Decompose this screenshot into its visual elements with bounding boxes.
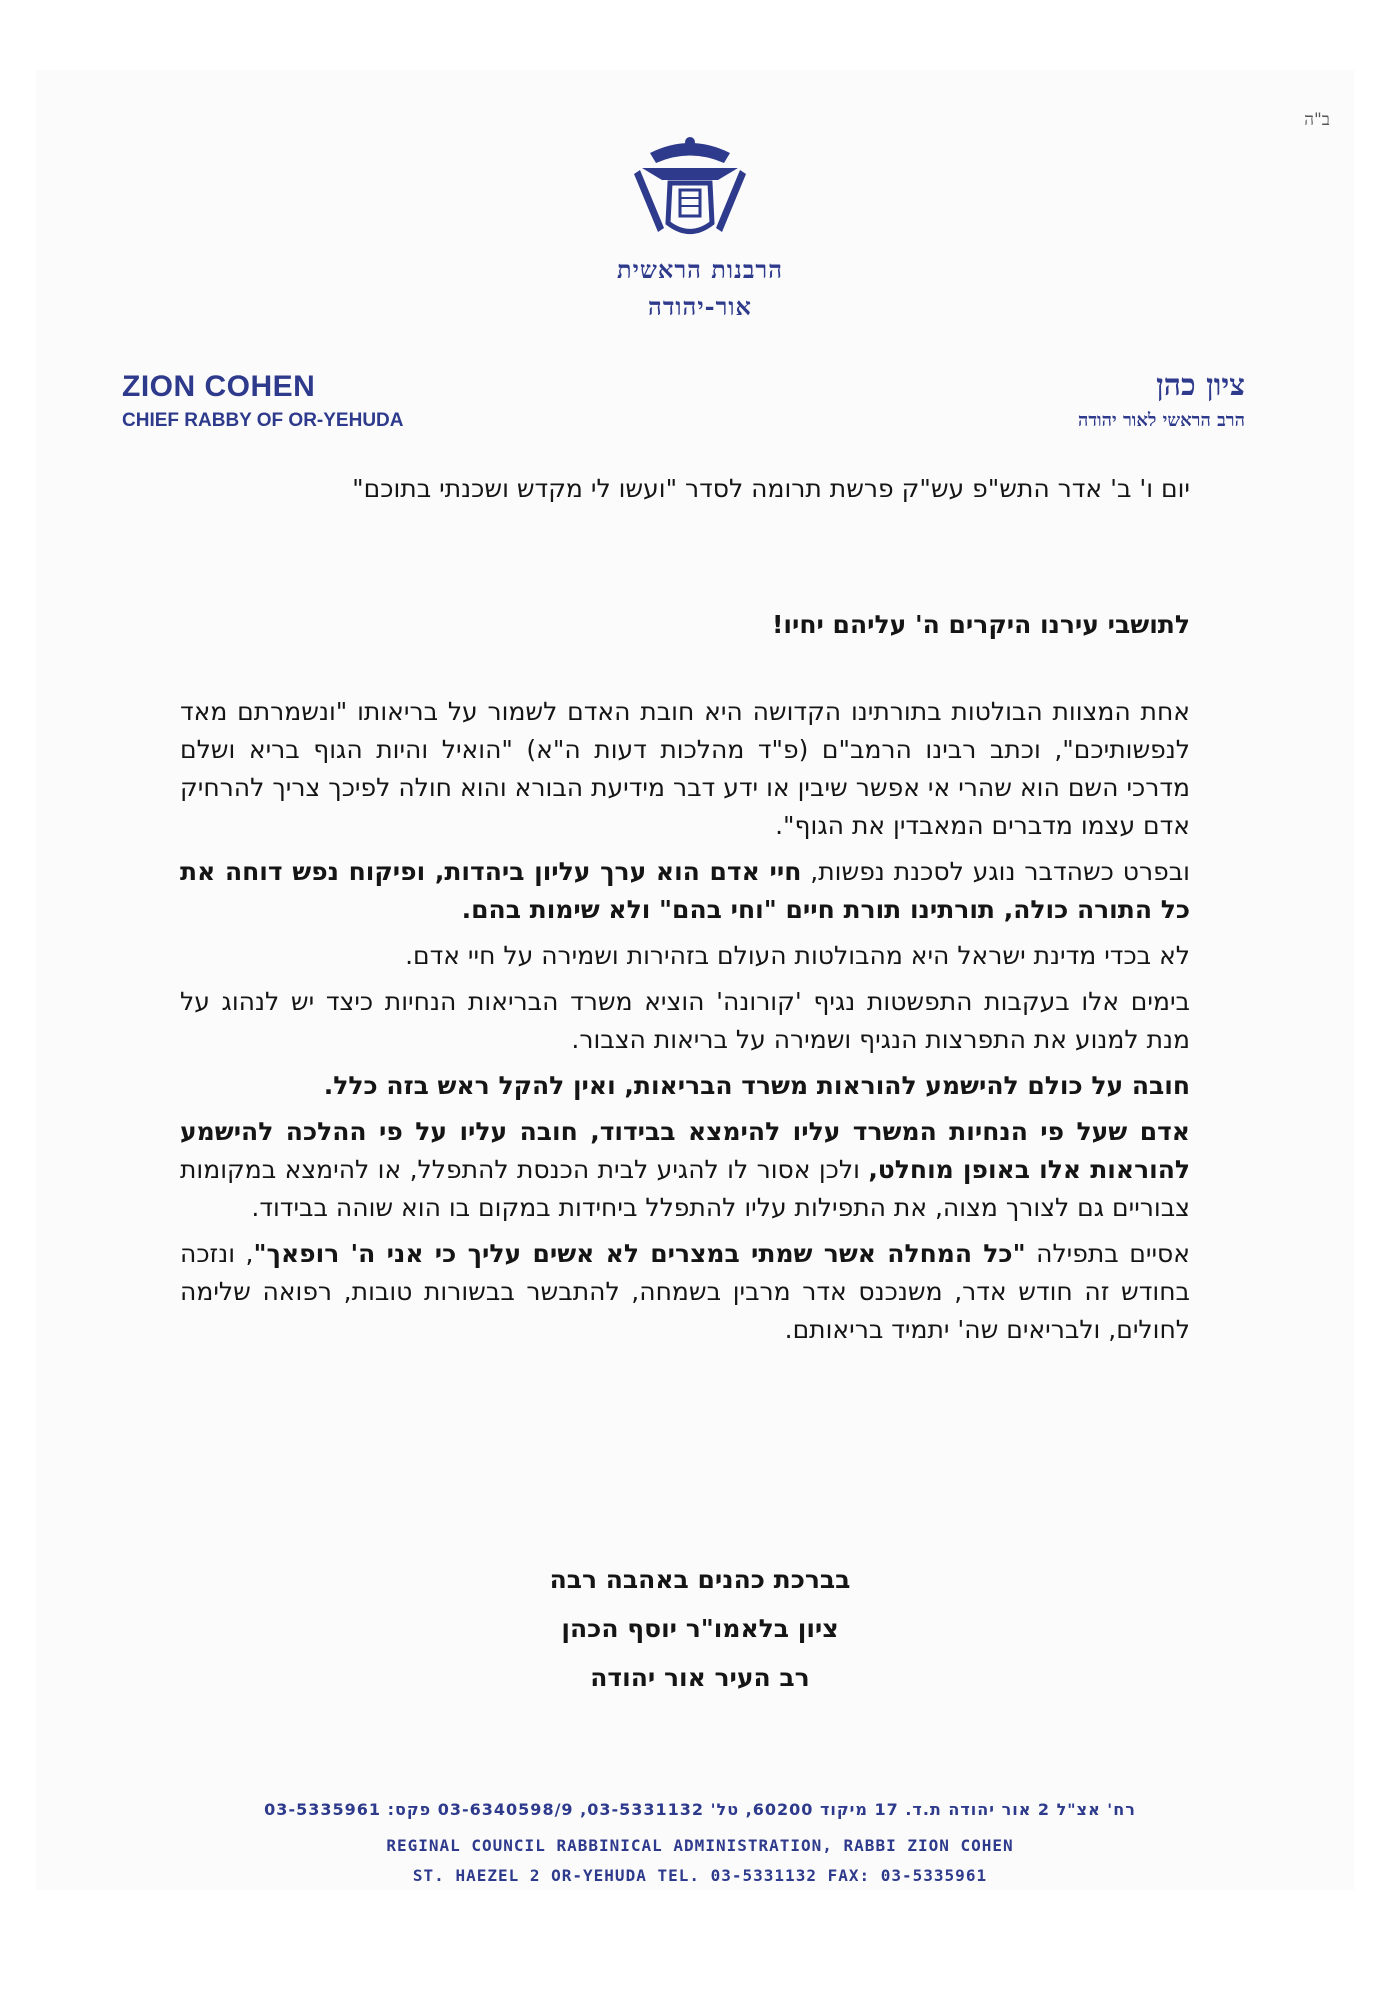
paragraph-6-rest: ולכן אסור לו להגיע לבית הכנסת להתפלל, או להימצא במקומות צבוריים גם לצורך מצוה, את התפילות עליו להתפלל ביחידות במקום בו הוא שוהה בבידוד. [180,1155,1190,1222]
hebrew-title: הרב הראשי לאור יהודה [1077,410,1245,431]
hebrew-name: ציון כהן [1156,368,1245,403]
paragraph-2 [180,853,1190,929]
signature-title: רב העיר אור יהודה [590,1663,810,1692]
paragraph-2-bold: חיי אדם הוא ערך עליון ביהדות, ופיקוח נפש דוחה את כל התורה כולה, תורתינו תורת חיים "וחי בהם" ולא שימות בהם. [180,857,1190,924]
org-name: הרבנות הראשית [616,255,784,284]
letter-date: יום ו' ב' אדר התש"פ עש"ק פרשת תרומה לסדר "ועשו לי מקדש ושכנתי בתוכם" [352,474,1190,503]
rabbinate-emblem-icon [620,128,760,248]
paragraph-7-rest: , ונזכה בחודש זה חודש אדר, משנכנס אדר מרבין בשמחה, להתבשר בבשורות טובות, רפואה שלימה לחולים, ולבריאים שה' יתמיד בריאותם. [180,1239,1190,1344]
footer-council-english: REGINAL COUNCIL RABBINICAL ADMINISTRATION, RABBI ZION COHEN [386,1836,1014,1855]
footer-address-english: ST. HAEZEL 2 OR-YEHUDA TEL. 03-5331132 FAX: 03-5335961 [412,1866,988,1885]
paragraph-6 [180,1113,1190,1227]
signature-name: ציון בלאמו"ר יוסף הכהן [561,1614,839,1643]
paragraph-7-intro: אסיים בתפילה [1025,1239,1190,1268]
paragraph-7-quote: "כל המחלה אשר שמתי במצרים לא אשים עליך כי אני ה' רופאך" [253,1239,1026,1268]
bh-mark: ב"ה [1304,110,1330,130]
letter-greeting: לתושבי עירנו היקרים ה' עליהם יחיו! [771,610,1190,639]
letter-body [180,693,1190,1357]
english-title: CHIEF RABBY OF OR-YEHUDA [122,410,404,431]
paragraph-7 [180,1235,1190,1349]
paragraph-2-intro: ובפרט כשהדבר נוגע לסכנת נפשות, [801,857,1190,886]
paragraph-6-bold: אדם שעל פי הנחיות המשרד עליו להימצא בבידוד, חובה עליו על פי ההלכה להישמע להוראות אלו באופן מוחלט, [180,1117,1191,1184]
footer-address-hebrew: רח' אצ"ל 2 אור יהודה ת.ד. 17 מיקוד 60200, טל' 03-5331132, 03-6340598/9 פקס: 03-5335961 [264,1800,1136,1819]
paragraph-3: לא בכדי מדינת ישראל היא מהבולטות העולם בזהירות ושמירה על חיי אדם. [405,941,1190,970]
paragraph-1: אחת המצוות הבולטות בתורתינו הקדושה היא חובת האדם לשמור על בריאותו "ונשמרתם מאד לנפשותיכם", וכתב רבינו הרמב"ם (פ"ד מהלכות דעות ה"א) "הואיל והיות הגוף בריא ושלם מדרכי השם הוא שהרי אי אפשר שיבין או ידע דבר מידיעת הבורא והוא חולה לפיכך צריך להרחיק אדם עצמו מדברים המאבדין את הגוף". [180,697,1190,840]
signature-blessing: בברכת כהנים באהבה רבה [549,1565,851,1594]
english-name: ZION COHEN [122,370,316,403]
org-city: אור-יהודה [648,292,752,321]
paragraph-5: חובה על כולם להישמע להוראות משרד הבריאות, ואין להקל ראש בזה כלל. [323,1071,1190,1100]
paragraph-4: בימים אלו בעקבות התפשטות נגיף 'קורונה' הוציא משרד הבריאות הנחיות כיצד יש לנהוג על מנת למנוע את התפרצות הנגיף ושמירה על בריאות הצבור. [180,987,1190,1054]
